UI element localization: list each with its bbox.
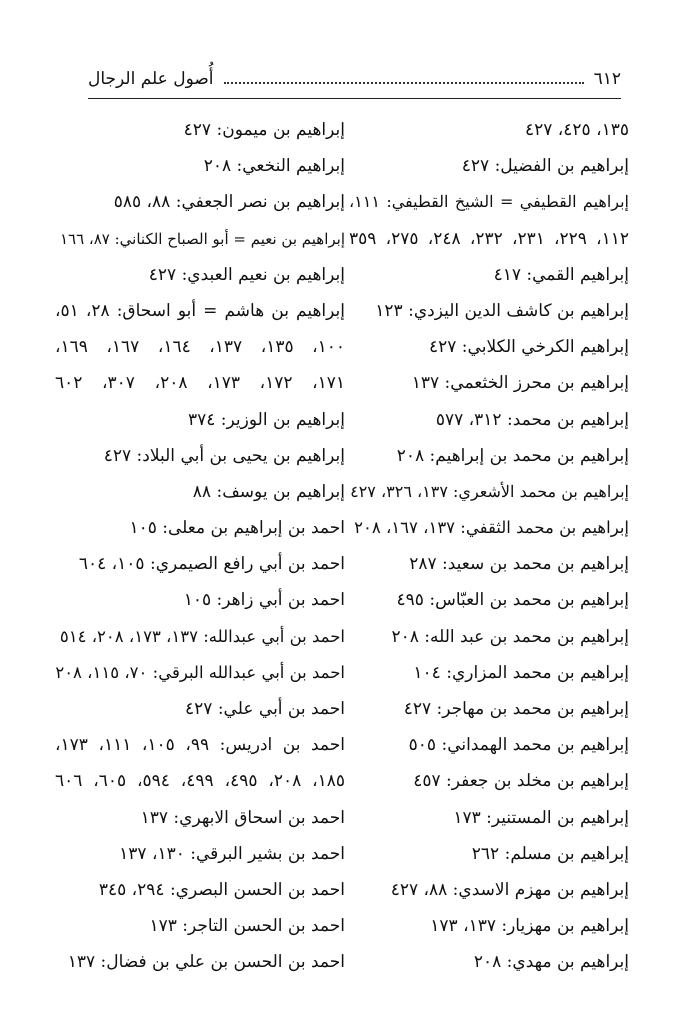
index-entry: إبراهيم بن الوزير: ٣٧٤ xyxy=(188,409,345,430)
index-entry: إبراهيم بن محمد الأشعري: ١٣٧، ٣٢٦، ٤٢٧ xyxy=(350,481,629,501)
index-entry: احمد بن الحسن التاجر: ١٧٣ xyxy=(149,916,345,937)
book-title: أُصول علم الرجال xyxy=(88,69,214,89)
index-entry: إبراهيم بن محمد الهمداني: ٥٠٥ xyxy=(408,735,629,756)
index-entry: إبراهيم بن محمد: ٣١٢، ٥٧٧ xyxy=(435,409,629,430)
index-entry: إبراهيم بن المستنير: ١٧٣ xyxy=(453,807,629,828)
index-entry: إبراهيم بن مخلد بن جعفر: ٤٥٧ xyxy=(413,771,629,792)
running-header xyxy=(88,64,621,94)
index-entry: إبراهيم بن محمد المزاري: ١٠٤ xyxy=(413,662,629,683)
index-entry: إبراهيم بن الفضيل: ٤٢٧ xyxy=(461,156,629,177)
index-entry: إبراهيم بن هاشم = أبو اسحاق: ٢٨، ٥١، xyxy=(55,300,345,321)
index-entry: احمد بن أبي زاهر: ١٠٥ xyxy=(183,590,345,611)
index-entry: إبراهيم القطيفي = الشيخ القطيفي: ١١١، xyxy=(349,192,629,212)
index-entry: إبراهيم بن نصر الجعفي: ٨٨، ٥٨٥ xyxy=(113,192,345,213)
index-entry: احمد بن أبي عبدالله البرقي: ٧٠، ١١٥، ٢٠٨ xyxy=(55,662,345,682)
dotted-leader xyxy=(224,82,584,84)
index-entry: احمد بن الحسن بن علي بن فضال: ١٣٧ xyxy=(67,952,345,973)
index-entry: احمد بن أبي عبدالله: ١٣٧، ١٧٣، ٢٠٨، ٥١٤ xyxy=(59,626,345,646)
page-number: ٦١٢ xyxy=(593,69,621,89)
index-entry: احمد بن أبي رافع الصيمري: ١٠٥، ٦٠٤ xyxy=(78,554,345,575)
index-entry: إبراهيم بن محمد بن سعيد: ٢٨٧ xyxy=(409,554,629,575)
index-entry: إبراهيم بن محمد بن مهاجر: ٤٢٧ xyxy=(403,699,629,719)
index-entry: ١٠٠، ١٣٥، ١٣٧، ١٦٤، ١٦٧، ١٦٩، xyxy=(55,337,345,358)
index-entry: ١٣٥، ٤٢٥، ٤٢٧ xyxy=(525,120,629,140)
index-entry: إبراهيم النخعي: ٢٠٨ xyxy=(203,156,345,177)
index-entry: إبراهيم بن كاشف الدين اليزدي: ١٢٣ xyxy=(375,300,629,321)
index-entry: إبراهيم بن محمد بن إبراهيم: ٢٠٨ xyxy=(396,445,629,466)
index-entry: إبراهيم بن ميمون: ٤٢٧ xyxy=(183,120,345,140)
index-entry: إبراهيم بن نعيم العبدي: ٤٢٧ xyxy=(148,264,345,285)
index-entry: إبراهيم بن يوسف: ٨٨ xyxy=(192,481,345,502)
index-entry: إبراهيم بن محمد بن العبّاس: ٤٩٥ xyxy=(396,590,629,611)
index-entry: ١٧١، ١٧٢، ١٧٣، ٢٠٨، ٣٠٧، ٦٠٢ xyxy=(55,373,345,394)
index-entry: إبراهيم بن مهزم الاسدي: ٨٨، ٤٢٧ xyxy=(390,879,629,900)
index-column-right xyxy=(349,112,629,981)
index-entry: ١٨٥، ٢٠٨، ٤٩٥، ٤٩٩، ٥٩٤، ٦٠٥، ٦٠٦ xyxy=(55,771,345,792)
index-entry: إبراهيم بن يحيى بن أبي البلاد: ٤٢٧ xyxy=(103,445,345,466)
index-entry: احمد بن اسحاق الابهري: ١٣٧ xyxy=(140,807,345,828)
index-column-left xyxy=(55,112,345,981)
index-entry: احمد بن بشير البرقي: ١٣٠، ١٣٧ xyxy=(119,843,345,864)
index-entry: إبراهيم بن مسلم: ٢٦٢ xyxy=(471,843,629,864)
header-rule xyxy=(88,98,621,99)
index-entry: إبراهيم بن نعيم = أبو الصباح الكناني: ٨٧، ١٦٦ xyxy=(59,229,345,248)
index-entry: إبراهيم الكرخي الكلابي: ٤٢٧ xyxy=(429,337,629,358)
index-entry: ١١٢، ٢٢٩، ٢٣١، ٢٣٢، ٢٤٨، ٢٧٥، ٣٥٩ xyxy=(349,228,629,249)
index-entry: احمد بن ادريس: ٩٩، ١٠٥، ١١١، ١٧٣، xyxy=(55,735,345,756)
index-entry: إبراهيم بن محمد بن عبد الله: ٢٠٨ xyxy=(391,626,629,647)
index-entry: احمد بن أبي علي: ٤٢٧ xyxy=(185,699,345,719)
index-entry: إبراهيم القمي: ٤١٧ xyxy=(493,264,629,285)
index-entry: إبراهيم بن محرز الخثعمي: ١٣٧ xyxy=(411,373,629,394)
index-entry: احمد بن الحسن البصري: ٢٩٤، ٣٤٥ xyxy=(98,879,345,900)
index-entry: إبراهيم بن محمد الثقفي: ١٣٧، ١٦٧، ٢٠٨ xyxy=(354,518,629,538)
index-entry: احمد بن إبراهيم بن معلى: ١٠٥ xyxy=(129,518,345,539)
index-entry: إبراهيم بن مهزيار: ١٣٧، ١٧٣ xyxy=(430,916,629,937)
index-entry: إبراهيم بن مهدي: ٢٠٨ xyxy=(473,952,629,973)
